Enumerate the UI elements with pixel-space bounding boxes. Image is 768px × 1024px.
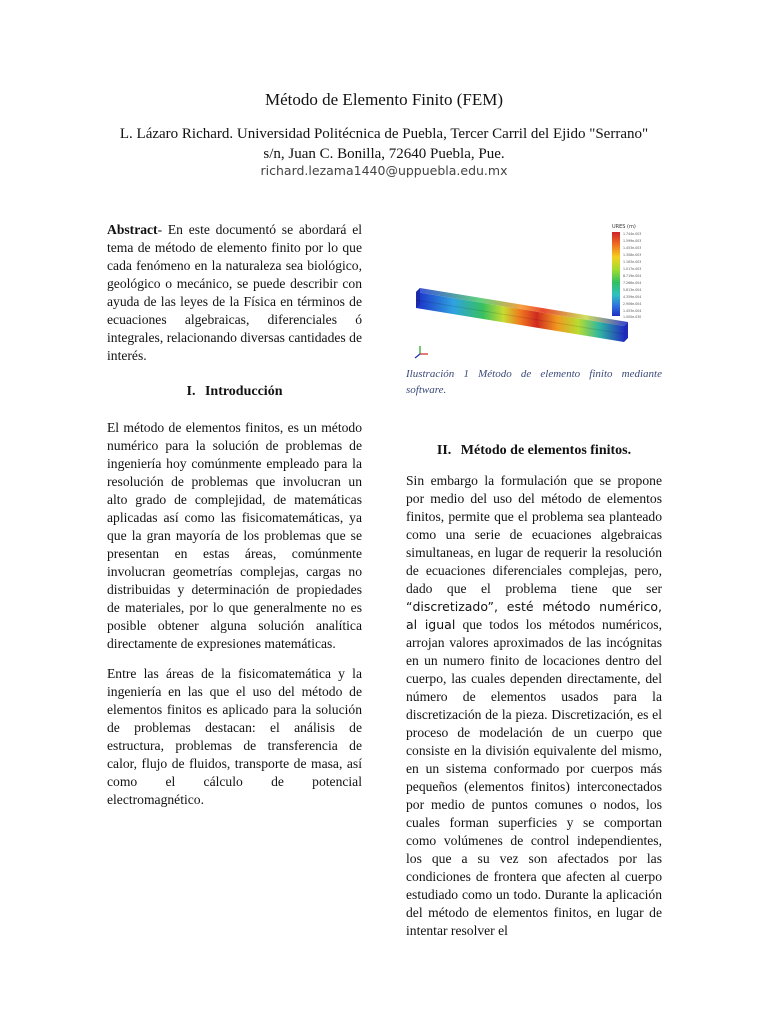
section-2-heading [406, 442, 662, 460]
fem-beam-image [406, 218, 662, 366]
svg-text:2.906e-004: 2.906e-004 [623, 302, 642, 306]
svg-text:1.453e-004: 1.453e-004 [623, 309, 642, 313]
right-column [406, 218, 662, 952]
section-2-number: II. [436, 443, 452, 458]
section-2-title: Método de elementos finitos. [460, 443, 632, 458]
fem-text-sans-run: “discretizado”, esté método numérico, al igual [406, 599, 662, 632]
author-email: richard.lezama1440@uppuebla.edu.mx [260, 163, 508, 178]
svg-text:1.744e-003: 1.744e-003 [623, 232, 642, 236]
svg-text:8.719e-004: 8.719e-004 [623, 274, 642, 278]
abstract-text: - En este documentó se abordará el tema de método de elemento finito por lo que cada fenómeno en la naturaleza sea biológico, geológico o mecánico, se puede describir con ayuda de las leyes de la Física en términos de ecuaciones algebraicas, diferenciales ó integrales, relacionando diversas cantidades de interés. [107, 222, 362, 363]
section-1-title: Introducción [204, 384, 283, 399]
paper-title: Método de Elemento Finito (FEM) [265, 90, 503, 109]
intro-paragraph-1: El método de elementos finitos, es un método numérico para la solución de problemas de ingeniería hoy comúnmente empleado para la resolución de problemas que involucran un alto grado de complejidad, de matemáticas aplicadas así como las fisicomatemáticas, ya que la gran mayoría de los problemas que se presentan en estas áreas, comúnmente involucran geometrías complejas, cargas no distribuidas y determinación de propiedades de materiales, por lo que generalmente no es posible obtener alguna solución analítica directamente de expresiones matemáticas. [107, 420, 362, 651]
svg-text:URES (m): URES (m) [612, 224, 636, 230]
svg-text:1.453e-003: 1.453e-003 [623, 246, 642, 250]
figure-caption: Ilustración 1 Método de elemento finito mediante software. [406, 368, 662, 396]
author-affiliation [80, 124, 688, 164]
legend-color-bar [612, 232, 620, 316]
svg-text:1.017e-003: 1.017e-003 [623, 267, 642, 271]
abstract-label: Abstract [107, 222, 158, 237]
svg-text:1.308e-003: 1.308e-003 [623, 253, 642, 257]
left-column [107, 221, 362, 821]
svg-text:1.599e-003: 1.599e-003 [623, 239, 642, 243]
svg-text:1.163e-003: 1.163e-003 [623, 260, 642, 264]
section-1-number: I. [186, 384, 196, 399]
axis-triad-icon [415, 346, 428, 358]
section-1-heading [107, 383, 362, 401]
intro-paragraph-2: Entre las áreas de la fisicomatemática y la ingeniería en las que el uso del método de elementos finitos es aplicado para la solución de problemas destacan: el análisis de estructura, problemas de transferencia de calor, flujo de fluidos, transporte de masa, así como el cálculo de potencial electromagnético. [107, 666, 362, 807]
svg-text:4.359e-004: 4.359e-004 [623, 295, 642, 299]
fem-figure [406, 218, 662, 366]
fem-text-part-2: que todos los métodos numéricos, arrojan valores aproximados de las incógnitas en un numero finito de locaciones dentro del cuerpo, las cuales dependen directamente, del número de elementos usados para la discretización de la pieza. Discretización, es el proceso de modelación de un cuerpo que consiste en la división equivalente del mismo, en un sistema conformado por cuerpos más pequeños (elementos finitos) interconectados por medio de puntos comunes o nodos, los cuales forman superficies y se comportan como volúmenes de control independientes, los que a su vez son afectados por las condiciones de frontera que afecten al cuerpo estudiado como un todo. Durante la aplicación del método de elementos finitos, en lugar de intentar resolver el [406, 617, 663, 938]
svg-text:5.813e-004: 5.813e-004 [623, 288, 642, 292]
author-line-2: s/n, Juan C. Bonilla, 72640 Puebla, Pue. [263, 146, 505, 162]
svg-text:7.266e-004: 7.266e-004 [623, 281, 642, 285]
svg-text:1.000e-030: 1.000e-030 [623, 315, 642, 319]
fem-text-part-1: Sin embargo la formulación que se propone por medio del uso del método de elementos finitos, permite que el problema sea planteado como una serie de ecuaciones algebraicas simultaneas, en lugar de requerir la resolución de ecuaciones diferenciales complejas, pero, dado que el problema tiene que ser [406, 473, 662, 596]
abstract-paragraph [107, 221, 362, 365]
fem-paragraph [406, 472, 662, 940]
author-line-1: L. Lázaro Richard. Universidad Politécnica de Puebla, Tercer Carril del Ejido "Serrano" [119, 126, 649, 142]
